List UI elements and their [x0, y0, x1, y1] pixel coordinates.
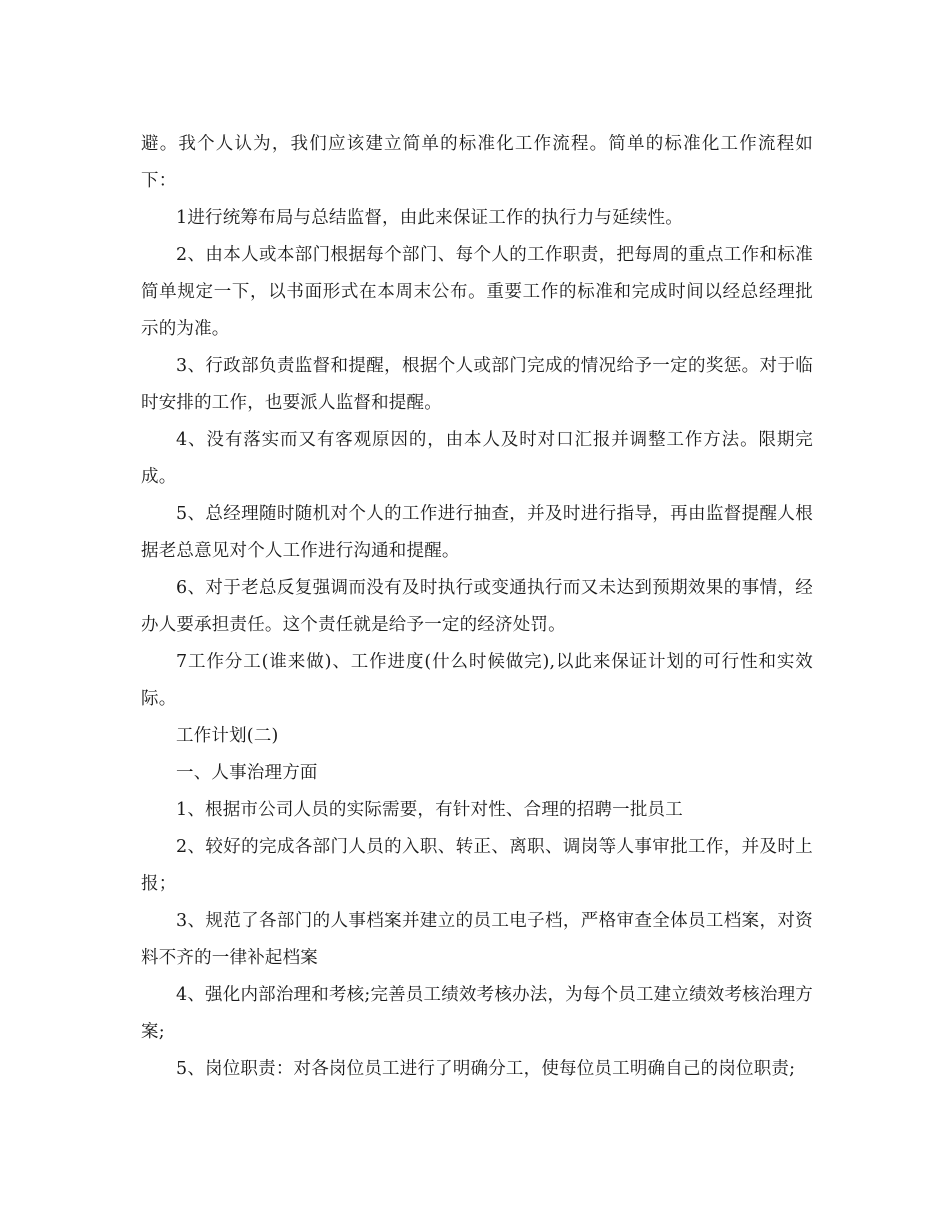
- paragraph-item-3: 3、行政部负责监督和提醒，根据个人或部门完成的情况给予一定的奖惩。对于临时安排的工作，也要派人监督和提醒。: [141, 356, 813, 413]
- paragraph-item-2: 2、由本人或本部门根据每个部门、每个人的工作职责，把每周的重点工作和标准简单规定一下，以书面形式在本周末公布。重要工作的标准和完成时间以经总经理批示的为准。: [141, 245, 813, 339]
- paragraph-continuation: 避。我个人认为，我们应该建立简单的标准化工作流程。简单的标准化工作流程如下：: [141, 134, 813, 191]
- personnel-item-1: 1、根据市公司人员的实际需要，有针对性、合理的招聘一批员工: [176, 800, 683, 820]
- personnel-item-4: 4、强化内部治理和考核;完善员工绩效考核办法，为每个员工建立绩效考核治理方案;: [141, 985, 813, 1042]
- personnel-item-2: 2、较好的完成各部门人员的入职、转正、离职、调岗等人事审批工作，并及时上报；: [141, 837, 813, 894]
- paragraph-item-7: 7工作分工(谁来做)、工作进度(什么时候做完),以此来保证计划的可行性和实效际。: [141, 652, 813, 709]
- paragraph-item-6: 6、对于老总反复强调而没有及时执行或变通执行而又未达到预期效果的事情，经办人要承担责任。这个责任就是给予一定的经济处罚。: [141, 578, 813, 635]
- paragraph-item-1: 1进行统筹布局与总结监督，由此来保证工作的执行力与延续性。: [176, 208, 683, 228]
- paragraph-item-4: 4、没有落实而又有客观原因的，由本人及时对口汇报并调整工作方法。限期完成。: [141, 430, 813, 487]
- personnel-item-5: 5、岗位职责：对各岗位员工进行了明确分工，使每位员工明确自己的岗位职责;: [176, 1059, 796, 1079]
- personnel-item-3: 3、规范了各部门的人事档案并建立的员工电子档，严格审查全体员工档案，对资料不齐的一律补起档案: [141, 911, 813, 968]
- section-heading-plan-two: 工作计划(二): [176, 726, 279, 746]
- document-body: [141, 126, 813, 1088]
- subsection-heading-personnel: 一、人事治理方面: [176, 763, 318, 783]
- paragraph-item-5: 5、总经理随时随机对个人的工作进行抽查，并及时进行指导，再由监督提醒人根据老总意见对个人工作进行沟通和提醒。: [141, 504, 813, 561]
